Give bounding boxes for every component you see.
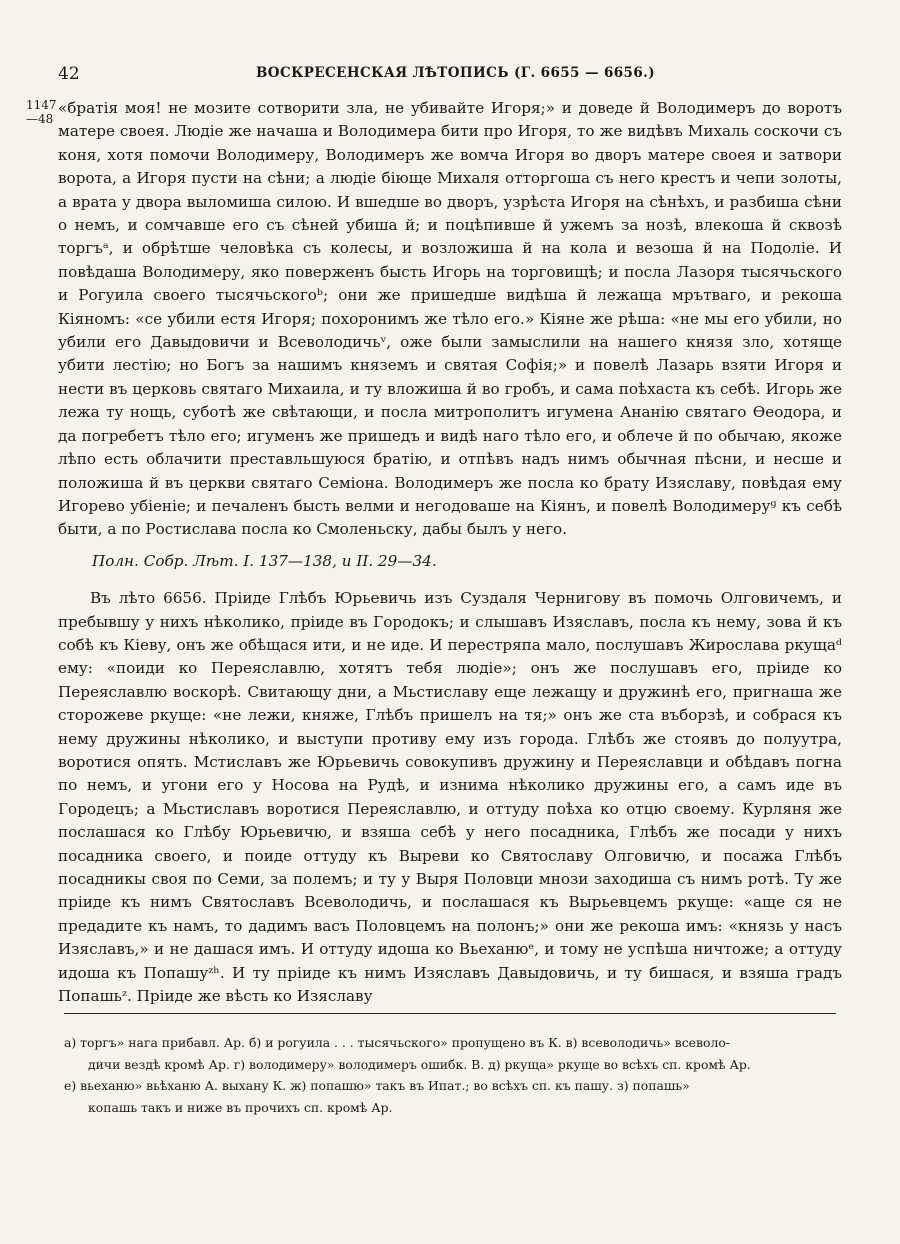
footnote-divider xyxy=(64,1013,836,1014)
paragraph-2: Въ лѣто 6656. Пріиде Глѣбъ Юрьевичь изъ Суздаля Чернигову въ помочь Олговичемъ, и пребывшу у нихъ нѣколико, пріиде въ Городокъ; и слышавъ Изяславъ, посла къ нему, зова й къ собѣ къ Кіеву, онъ же обѣщася ити, и не иде. И перестряпа мало, послушавъ Жирослава ркущаᵈ ему: «поиди ко Переяславлю, хотятъ тебя людіе»; онъ же послушавъ его, пріиде ко Переяславлю воскорѣ. Свитающу дни, а Мьстиславу еще лежащу и дружинѣ его, пригнаша же сторожеве ркуще: «не лежи, княже, Глѣбъ пришелъ на тя;» онъ же ста въборзѣ, и собрася къ нему дружины нѣколико, и выступи противу ему изъ города. Глѣбъ же стоявъ до полуутра, воротися опять. Мстиславъ же Юрьевичь совокупивъ дружину и Переяславци и обѣдавъ погна по немъ, и угони его у Носова на Рудѣ, и изнима нѣколико дружины его, а самъ иде въ Городецъ; а Мьстиславъ воротися Переяславлю, и оттуду поѣха ко отцю своему. Курляня же послашася ко Глѣбу Юрьевичю, и взяша себѣ у него посадника, Глѣбъ же посади у нихъ посадника своего, и поиде оттуду къ Выреви ко Святославу Олговичю, и посажа Глѣбъ посадникы своя по Семи, за полемъ; и ту у Выря Половци мнози заходиша съ нимъ ротѣ. Ту же пріиде къ нимъ Святославъ Всеволодичь, и послашася къ Вырьевцемъ ркуще: «аще ся не предадите къ намъ, то дадимъ васъ Половцемъ на полонъ;» они же рекоша имъ: «князь у насъ Изяславъ,» и не дашася имъ. И оттуду идоша ко Вьеханюᵉ, и тому не успѣша ничтоже; а оттуду идоша къ Попашуᶻʰ. И ту пріиде къ нимъ Изяславъ Давыдовичь, и ту бишася, и взяша градъ Попашьᶻ. Пріиде же вѣсть ко Изяславу xyxy=(58,589,842,1006)
margin-year-bottom: —48 xyxy=(26,112,54,126)
margin-year-note xyxy=(26,98,57,126)
main-text xyxy=(58,97,842,1008)
footnote-line-1: а) торгъ» нага прибавл. Ар. б) и рогуила . . . тысячьского» пропущено въ К. в) всеволодичь» всеволо- xyxy=(64,1035,730,1050)
source-citation: Полн. Собр. Лѣт. I. 137—138, и II. 29—34. xyxy=(92,551,437,570)
page-header xyxy=(58,62,842,90)
margin-year-top: 1147 xyxy=(26,98,57,112)
footnote-line-2: дичи вездѣ кромѣ Ар. г) володимеру» володимеръ ошибк. В. д) ркуща» ркуще во всѣхъ сп. кромѣ Ар. xyxy=(88,1056,751,1072)
footnotes xyxy=(64,1032,836,1118)
footnote-line-3: е) вьеханю» вьѣханю А. выхану К. ж) попашю» такъ въ Ипат.; во всѣхъ сп. къ пашу. з) попашь» xyxy=(64,1078,690,1093)
footnote-line-4: копашь такъ и ниже въ прочихъ сп. кромѣ Ар. xyxy=(88,1099,393,1115)
page-number: 42 xyxy=(58,64,80,84)
running-title: ВОСКРЕСЕНСКАЯ ЛѢТОПИСЬ (Г. 6655 — 6656.) xyxy=(256,65,656,81)
paragraph-1: «братія моя! не мозите сотворити зла, не убивайте Игоря;» и доведе й Володимеръ до воротъ матере своея. Людіе же начаша и Володимера бити про Игоря, то же видѣвъ Михаль соскочи съ коня, хотя помочи Володимеру, Володимеръ же вомча Игоря во дворъ матере своея и затвори ворота, а Игоря пусти на сѣни; а людіе біюще Михаля отторгоша съ него крестъ и чепи золоты, а врата у двора выломиша силою. И вшедше во дворъ, узрѣста Игоря на сѣнѣхъ, и разбиша сѣни о немъ, и сомчавше его съ сѣней убиша й; и поцѣпивше й ужемъ за нозѣ, влекоша й сквозѣ торгъᵃ, и обрѣтше человѣка съ колесы, и возложиша й на кола и везоша й на Подоліе. И повѣдаша Володимеру, яко поверженъ бысть Игорь на торговищѣ; и посла Лазоря тысячьского и Рогуила своего тысячьскогоᵇ; они же пришедше видѣша й лежаща мрътваго, и рекоша Кіяномъ: «се убили естя Игоря; похоронимъ же тѣло его.» Кіяне же рѣша: «не мы его убили, но убили его Давыдовичи и Всеволодичьᵛ, оже были замыслили на нашего князя зло, хотяще убити лестію; но Богъ за нашимъ княземъ и святая Софія;» и повелѣ Лазарь взяти Игоря и нести въ церковь святаго Михаила, и ту вложиша й во гробъ, и сама поѣхаста къ себѣ. Игорь же лежа ту нощь, суботѣ же свѣтающи, и посла митрополитъ игумена Ананію святаго Ѳеодора, и да погребетъ тѣло его; игуменъ же пришедъ и видѣ наго тѣло его, и облече й по обычаю, якоже лѣпо есть облачити преставльшуюся братію, и отпѣвъ надъ нимъ обычная пѣсни, и несше и положиша й въ церкви святаго Семіона. Володимеръ же посла ко брату Изяславу, повѣдая ему Игорево убіеніе; и печаленъ бысть велми и негодоваше на Кіянъ, и повелѣ Володимеруᵍ къ себѣ быти, а по Ростислава посла ко Смоленьску, дабы былъ у него. xyxy=(58,99,842,539)
